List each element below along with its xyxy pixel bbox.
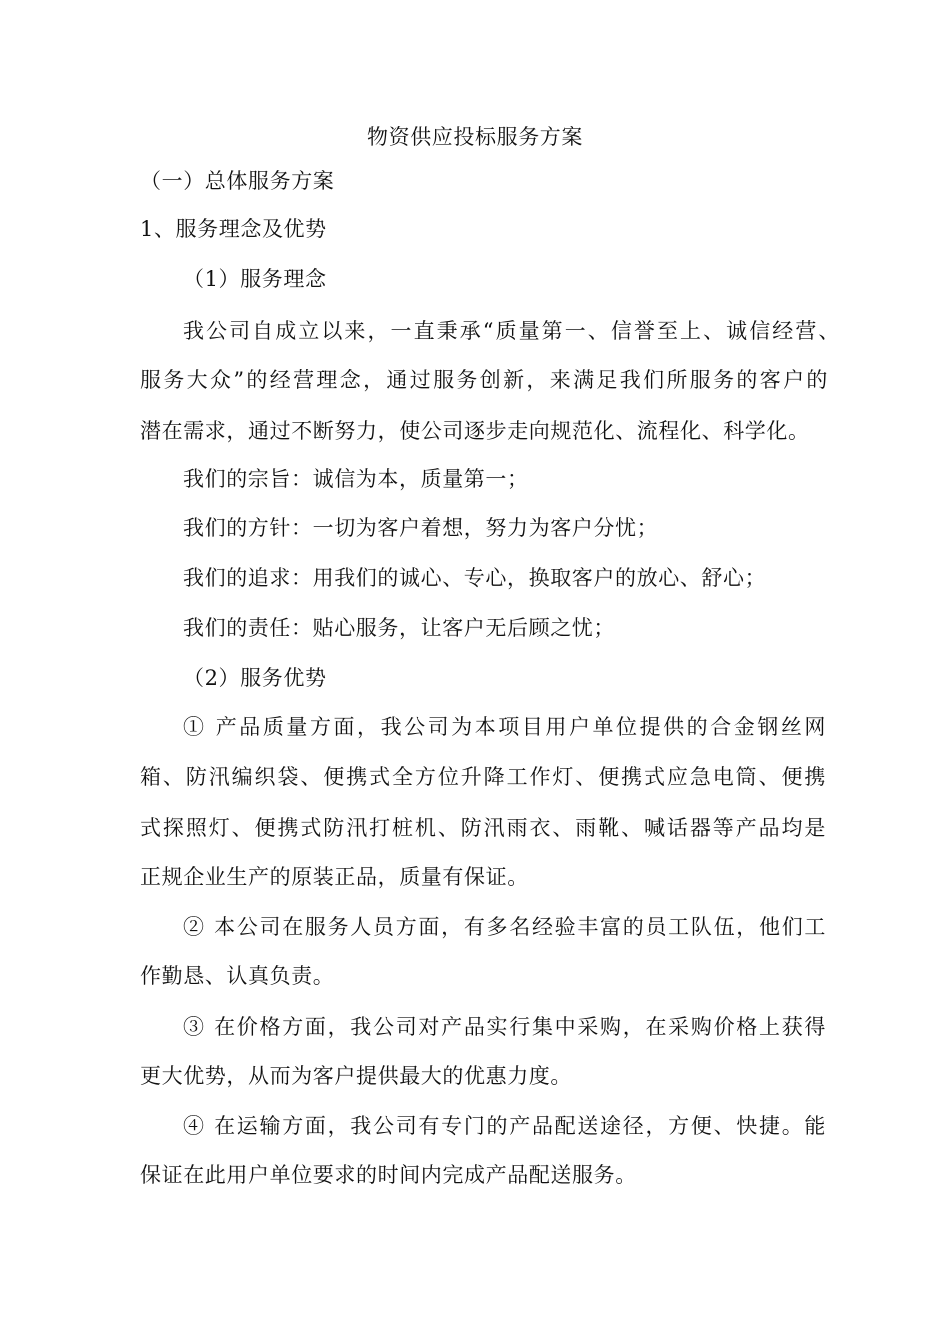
advantage3-line: ③ 在价格方面，我公司对产品实行集中采购，在采购价格上获得: [183, 1015, 826, 1039]
advantage4-line: 保证在此用户单位要求的时间内完成产品配送服务。: [140, 1163, 637, 1187]
principle-line: 我们的追求：用我们的诚心、专心，换取客户的放心、舒心；: [183, 566, 767, 590]
advantage1-line: 正规企业生产的原装正品，质量有保证。: [140, 865, 529, 889]
document-title: 物资供应投标服务方案: [367, 125, 583, 149]
principle-line: 我们的责任：贴心服务，让客户无后顾之忧；: [183, 616, 615, 640]
advantage4-line: ④ 在运输方面，我公司有专门的产品配送途径，方便、快捷。能: [183, 1114, 826, 1138]
advantage1-line: 式探照灯、便携式防汛打桩机、防汛雨衣、雨靴、喊话器等产品均是: [140, 816, 826, 840]
part1-heading: （1）服务理念: [183, 267, 327, 291]
part1-para-line: 潜在需求，通过不断努力，使公司逐步走向规范化、流程化、科学化。: [140, 419, 810, 443]
subsection-heading: 1、服务理念及优势: [140, 217, 327, 241]
section-heading: （一）总体服务方案: [140, 169, 335, 193]
advantage1-line: ① 产品质量方面，我公司为本项目用户单位提供的合金钢丝网: [183, 715, 826, 739]
principle-line: 我们的方针：一切为客户着想，努力为客户分忧；: [183, 516, 659, 540]
advantage2-line: ② 本公司在服务人员方面，有多名经验丰富的员工队伍，他们工: [183, 915, 826, 939]
advantage2-line: 作勤恳、认真负责。: [140, 964, 335, 988]
advantage1-line: 箱、防汛编织袋、便携式全方位升降工作灯、便携式应急电筒、便携: [140, 765, 826, 789]
part1-para-line: 我公司自成立以来，一直秉承“质量第一、信誉至上、诚信经营、: [183, 319, 840, 343]
principle-line: 我们的宗旨：诚信为本，质量第一；: [183, 467, 529, 491]
part1-para-line: 服务大众”的经营理念，通过服务创新，来满足我们所服务的客户的: [140, 368, 828, 392]
part2-heading: （2）服务优势: [183, 666, 327, 690]
advantage3-line: 更大优势，从而为客户提供最大的优惠力度。: [140, 1064, 572, 1088]
